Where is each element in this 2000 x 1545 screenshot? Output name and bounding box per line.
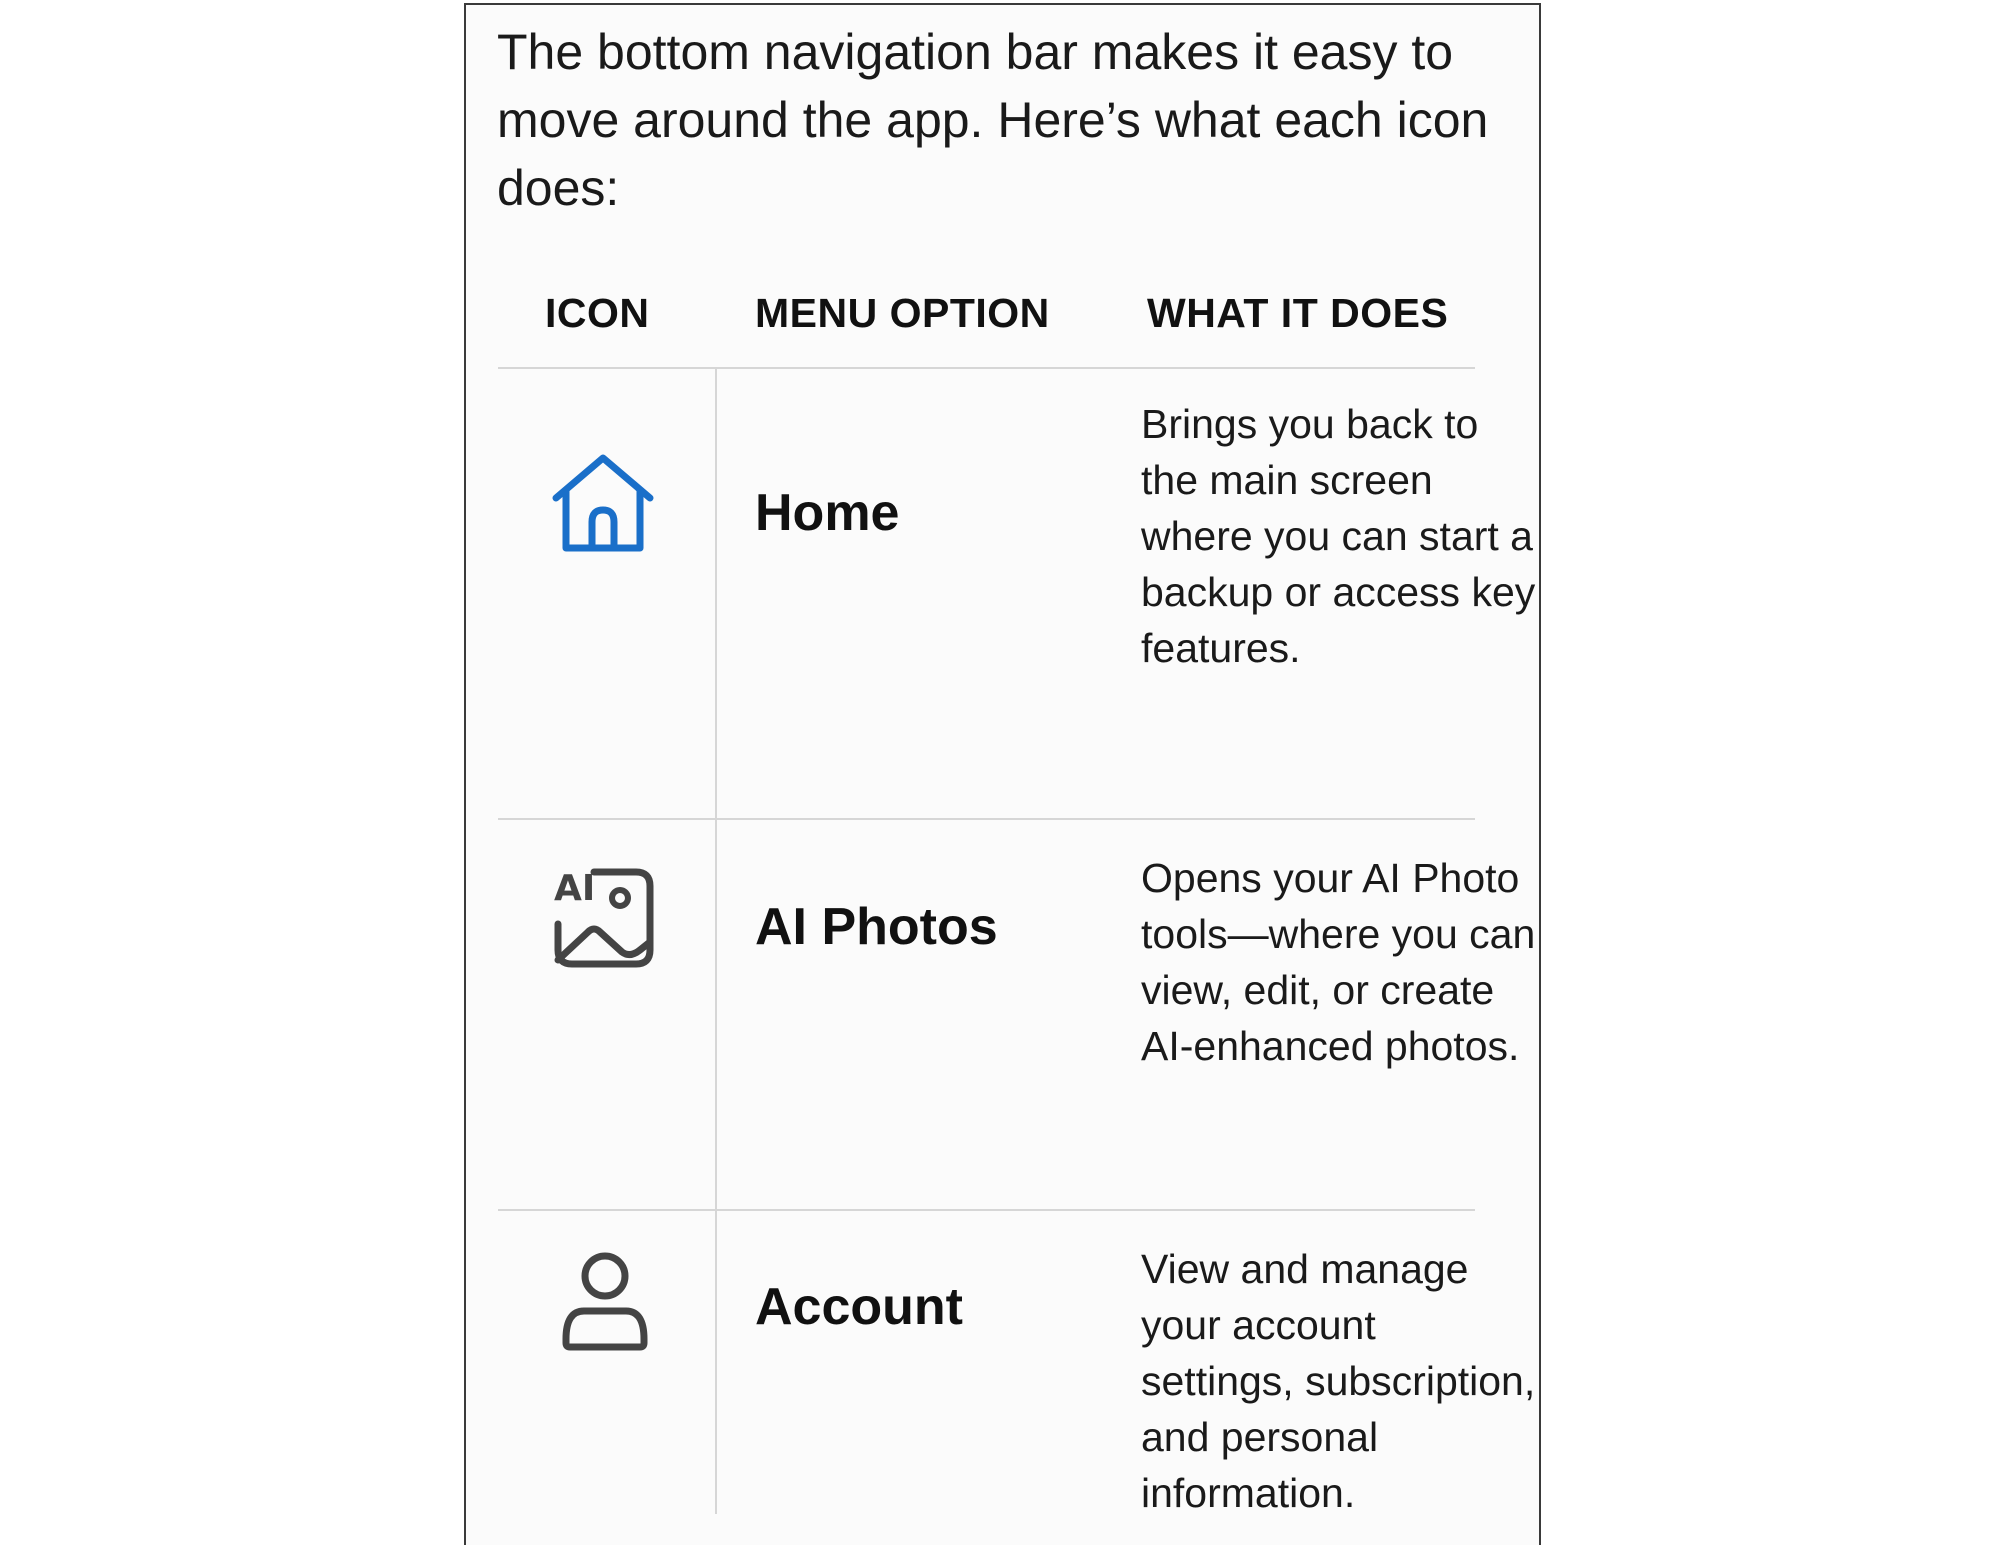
menu-option-home: Home [755, 484, 900, 542]
header-icon: ICON [545, 290, 650, 336]
ai-photo-icon[interactable] [552, 862, 656, 968]
row-divider [498, 818, 1475, 820]
header-divider [498, 367, 1475, 369]
description-ai-photos: Opens your AI Photo tools—where you can view, edit, or create AI-enhanced photos. [1141, 855, 1536, 1069]
description-home: Brings you back to the main screen where you can start a backup or access key features. [1141, 401, 1536, 671]
intro-text: The bottom navigation bar makes it easy to move around the app. Here’s what each icon does: [497, 24, 1489, 216]
header-menu-option: MENU OPTION [755, 290, 1050, 336]
row-divider [498, 1209, 1475, 1211]
account-icon[interactable] [560, 1251, 650, 1351]
description-account: View and manage your account settings, subscription, and personal information. [1141, 1246, 1536, 1516]
menu-option-account: Account [755, 1278, 963, 1336]
home-icon[interactable] [550, 452, 656, 556]
svg-text:AI: AI [554, 868, 596, 909]
menu-option-ai-photos: AI Photos [755, 898, 998, 956]
header-what-it-does: WHAT IT DOES [1147, 290, 1449, 336]
column-divider [715, 369, 717, 1514]
